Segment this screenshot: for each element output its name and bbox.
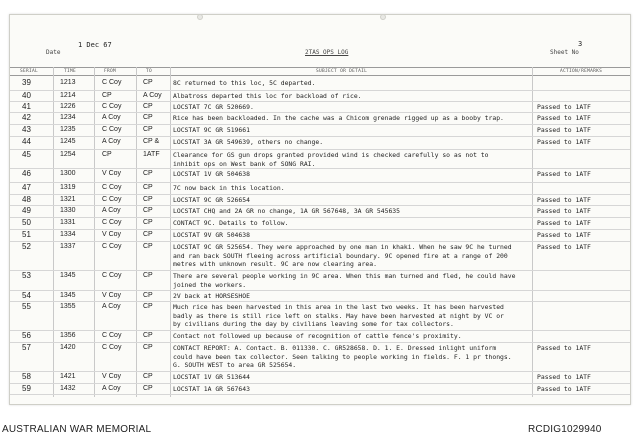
table-row xyxy=(10,150,630,169)
cell-time: 1331 xyxy=(60,219,76,226)
col-time: TIME xyxy=(64,69,77,74)
cell-action: Passed to 1ATF xyxy=(537,114,591,122)
cell-from: A Coy xyxy=(102,207,121,214)
cell-to: CP xyxy=(143,207,153,214)
cell-subject: 8C returned to this loc, 5C departed. xyxy=(173,79,316,87)
cell-to: CP xyxy=(143,103,153,110)
cell-from: A Coy xyxy=(102,138,121,145)
cell-serial: 41 xyxy=(22,102,31,111)
cell-action: Passed to 1ATF xyxy=(537,103,591,111)
cell-to: A Coy xyxy=(143,92,162,99)
cell-subject: Clearance for GS gun drops granted provided wind is checked carefully so as not to inhibit ops on West bank of SONG RAI. xyxy=(173,151,489,168)
cell-time: 1432 xyxy=(60,385,76,392)
sheet-value: 3 xyxy=(578,40,583,48)
table-row xyxy=(10,384,630,395)
cell-subject: LOCSTAT 9C GR 525654. They were approached by one man in khaki. When he saw 9C he turned and ran back SOUTH fleeing across artificial boundary. 9C opened fire at a range of 200 metres with unknown result. 9C are now clearing area. xyxy=(173,243,512,269)
cell-time: 1330 xyxy=(60,207,76,214)
cell-action: Passed to 1ATF xyxy=(537,373,591,381)
cell-serial: 53 xyxy=(22,271,31,280)
cell-serial: 47 xyxy=(22,183,31,192)
cell-from: C Coy xyxy=(102,126,122,133)
cell-subject: There are several people working in 9C area. When this man turned and fled, he could have joined the workers. xyxy=(173,272,516,289)
cell-action: Passed to 1ATF xyxy=(537,243,591,251)
cell-to: CP xyxy=(143,292,153,299)
cell-serial: 58 xyxy=(22,372,31,381)
cell-subject: Rice has been backloaded. In the cache was a Chicom grenade rigged up as a booby trap. xyxy=(173,114,504,122)
table-row xyxy=(10,113,630,125)
cell-serial: 55 xyxy=(22,302,31,311)
cell-to: CP xyxy=(143,196,153,203)
cell-to: CP xyxy=(143,373,153,380)
cell-serial: 57 xyxy=(22,343,31,352)
cell-to: CP xyxy=(143,79,153,86)
cell-subject: LOCSTAT 7C GR 520669. xyxy=(173,103,254,111)
table-row xyxy=(10,169,630,183)
punch-hole xyxy=(197,14,203,20)
table-row xyxy=(10,195,630,206)
cell-action: Passed to 1ATF xyxy=(537,196,591,204)
cell-time: 1356 xyxy=(60,332,76,339)
cell-to: CP xyxy=(143,303,153,310)
date-label: Date xyxy=(46,49,61,56)
cell-time: 1300 xyxy=(60,170,76,177)
cell-serial: 52 xyxy=(22,242,31,251)
cell-action: Passed to 1ATF xyxy=(537,138,591,146)
table-row xyxy=(10,137,630,150)
cell-action: Passed to 1ATF xyxy=(537,126,591,134)
cell-subject: LOCSTAT 9C GR 519661 xyxy=(173,126,250,134)
cell-serial: 56 xyxy=(22,331,31,340)
table-row xyxy=(10,343,630,372)
cell-subject: 2V back at HORSESHOE xyxy=(173,292,250,300)
cell-subject: CONTACT REPORT: A. Contact. B. 011330. C. GR528658. D. 1. E. Dressed inlight uniform could have been tax collector. Seen talking to people working in fields. F. 1 pr thongs. G. SOUTH WEST to area GR 525654. xyxy=(173,344,512,370)
cell-serial: 40 xyxy=(22,91,31,100)
cell-from: A Coy xyxy=(102,385,121,392)
cell-subject: LOCSTAT 9C GR 526654 xyxy=(173,196,250,204)
table-row xyxy=(10,91,630,102)
cell-action: Passed to 1ATF xyxy=(537,219,591,227)
cell-subject: LOCSTAT 3A GR 549639, others no change. xyxy=(173,138,324,146)
cell-from: C Coy xyxy=(102,184,122,191)
cell-time: 1334 xyxy=(60,231,76,238)
cell-to: CP xyxy=(143,219,153,226)
table-row xyxy=(10,78,630,91)
table-row xyxy=(10,242,630,271)
cell-to: CP xyxy=(143,170,153,177)
table-row xyxy=(10,331,630,343)
cell-action: Passed to 1ATF xyxy=(537,385,591,393)
cell-action: Passed to 1ATF xyxy=(537,344,591,352)
cell-from: CP xyxy=(102,151,112,158)
cell-serial: 49 xyxy=(22,206,31,215)
cell-from: A Coy xyxy=(102,114,121,121)
table-row xyxy=(10,183,630,195)
cell-to: CP xyxy=(143,344,153,351)
cell-serial: 50 xyxy=(22,218,31,227)
cell-action: Passed to 1ATF xyxy=(537,170,591,178)
cell-subject: LOCSTAT 9V GR 504638 xyxy=(173,231,250,239)
cell-time: 1254 xyxy=(60,151,76,158)
cell-from: C Coy xyxy=(102,79,122,86)
cell-to: CP xyxy=(143,272,153,279)
footer-source: AUSTRALIAN WAR MEMORIAL xyxy=(2,424,152,435)
punch-hole xyxy=(380,14,386,20)
cell-time: 1226 xyxy=(60,103,76,110)
cell-time: 1234 xyxy=(60,114,76,121)
cell-time: 1214 xyxy=(60,92,76,99)
cell-serial: 42 xyxy=(22,113,31,122)
cell-subject: Albatross departed this loc for backload of rice. xyxy=(173,92,362,100)
cell-serial: 39 xyxy=(22,78,31,87)
cell-serial: 43 xyxy=(22,125,31,134)
table-row xyxy=(10,302,630,331)
table-row xyxy=(10,125,630,137)
cell-serial: 54 xyxy=(22,291,31,300)
col-from: FROM xyxy=(104,69,117,74)
date-value: 1 Dec 67 xyxy=(78,41,112,49)
cell-to: CP xyxy=(143,332,153,339)
cell-action: Passed to 1ATF xyxy=(537,231,591,239)
cell-time: 1420 xyxy=(60,344,76,351)
cell-subject: LOCSTAT CHQ and 2A GR no change, 1A GR 567648, 3A GR 545635 xyxy=(173,207,401,215)
cell-from: V Coy xyxy=(102,373,122,380)
table-row xyxy=(10,218,630,230)
cell-from: CP xyxy=(102,92,112,99)
cell-to: 1ATF xyxy=(143,151,160,158)
cell-to: CP xyxy=(143,114,153,121)
cell-subject: Contact not followed up because of recognition of cattle fence's proximity. xyxy=(173,332,462,340)
cell-serial: 45 xyxy=(22,150,31,159)
cell-serial: 46 xyxy=(22,169,31,178)
cell-from: C Coy xyxy=(102,243,122,250)
cell-from: C Coy xyxy=(102,219,122,226)
cell-to: CP & xyxy=(143,138,160,145)
table-row xyxy=(10,271,630,291)
col-subject: SUBJECT OR DETAIL xyxy=(316,69,368,74)
cell-serial: 51 xyxy=(22,230,31,239)
table-row xyxy=(10,206,630,218)
cell-from: C Coy xyxy=(102,196,122,203)
table-row xyxy=(10,372,630,384)
cell-time: 1319 xyxy=(60,184,76,191)
footer-id: RCDIG1029940 xyxy=(528,424,602,435)
cell-from: C Coy xyxy=(102,344,122,351)
col-to: TO xyxy=(146,69,153,74)
cell-subject: LOCSTAT 1V GR 513644 xyxy=(173,373,250,381)
cell-time: 1321 xyxy=(60,196,76,203)
cell-time: 1235 xyxy=(60,126,76,133)
cell-to: CP xyxy=(143,385,153,392)
cell-from: C Coy xyxy=(102,332,122,339)
log-title: 2TAS OPS LOG xyxy=(305,49,349,56)
cell-subject: 7C now back in this location. xyxy=(173,184,285,192)
cell-to: CP xyxy=(143,231,153,238)
cell-from: V Coy xyxy=(102,170,122,177)
cell-to: CP xyxy=(143,184,153,191)
cell-from: C Coy xyxy=(102,103,122,110)
cell-from: V Coy xyxy=(102,231,122,238)
col-serial: SERIAL xyxy=(20,69,39,74)
table-row xyxy=(10,291,630,302)
cell-from: V Coy xyxy=(102,292,122,299)
cell-from: A Coy xyxy=(102,303,121,310)
cell-subject: CONTACT 9C. Details to follow. xyxy=(173,219,289,227)
cell-to: CP xyxy=(143,243,153,250)
cell-time: 1421 xyxy=(60,373,76,380)
table-row xyxy=(10,230,630,242)
cell-serial: 48 xyxy=(22,195,31,204)
cell-subject: LOCSTAT 1A GR 567643 xyxy=(173,385,250,393)
cell-time: 1213 xyxy=(60,79,76,86)
col-action: ACTION/REMARKS xyxy=(560,69,603,74)
cell-subject: LOCSTAT 1V GR 504638 xyxy=(173,170,250,178)
cell-time: 1345 xyxy=(60,272,76,279)
cell-time: 1337 xyxy=(60,243,76,250)
cell-time: 1355 xyxy=(60,303,76,310)
cell-time: 1245 xyxy=(60,138,76,145)
sheet-label: Sheet No xyxy=(550,49,579,56)
cell-to: CP xyxy=(143,126,153,133)
cell-action: Passed to 1ATF xyxy=(537,207,591,215)
cell-time: 1345 xyxy=(60,292,76,299)
table-row xyxy=(10,102,630,113)
cell-subject: Much rice has been harvested in this area in the last two weeks. It has been harvested badly as there is still rice left on stalks. May have been harvested at night by VC or by civilians during the day by civilians leaving some for tax collectors. xyxy=(173,303,504,329)
cell-serial: 59 xyxy=(22,384,31,393)
cell-from: C Coy xyxy=(102,272,122,279)
cell-serial: 44 xyxy=(22,137,31,146)
